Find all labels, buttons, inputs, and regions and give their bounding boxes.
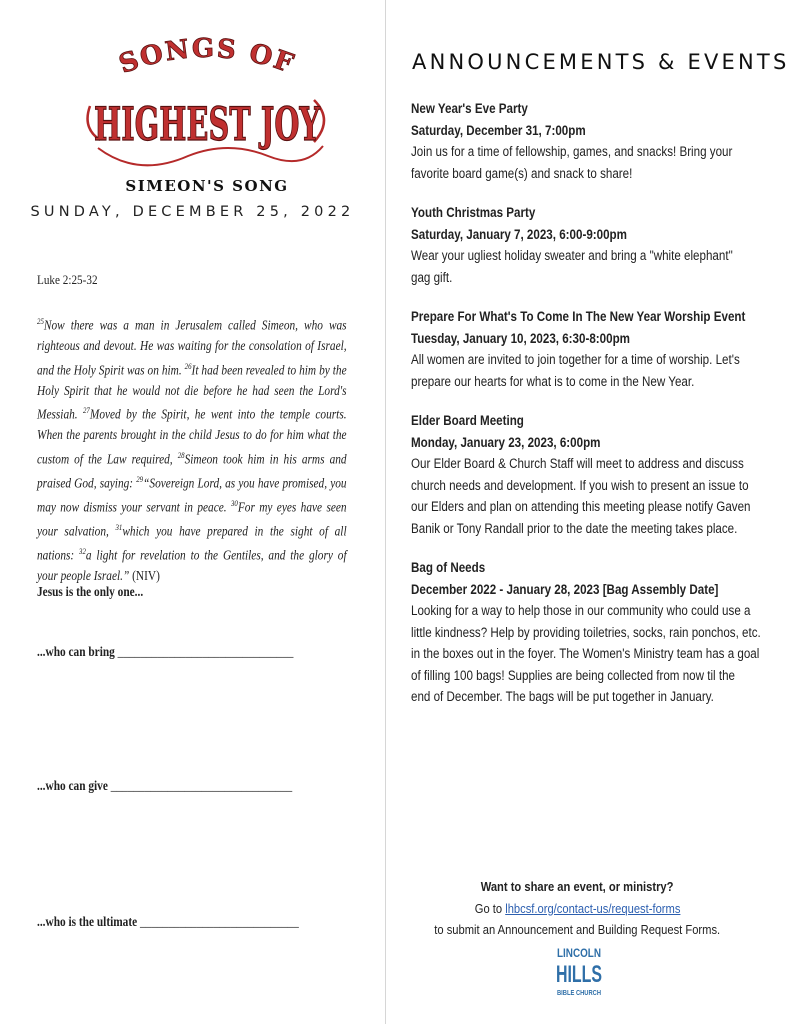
event-description-line: Looking for a way to help those in our community who could use a (411, 603, 751, 618)
share-question: Want to share an event, or ministry? (481, 879, 674, 894)
verse-number: 31 (115, 522, 123, 532)
event-title: Youth Christmas Party (411, 205, 536, 220)
scripture-reference: Luke 2:25-32 (37, 272, 98, 287)
church-logo-line1: LINCOLN (557, 946, 601, 960)
announcements-heading: ANNOUNCEMENTS & EVENTS (412, 50, 789, 74)
event-description-line: All women are invited to join together for a time of worship. Let's (411, 352, 740, 367)
event-description-line: our Elders and plan on attending this meeting please notify Gaven (411, 499, 751, 514)
fill-in-blank: _______________________________ (117, 644, 294, 659)
share-event-footer (385, 876, 770, 941)
sermon-panel (0, 0, 385, 1024)
verse-text: It had been revealed to him by the Holy Spirit that he would not die before he had seen the Lord's Messiah. (37, 361, 347, 422)
event-item (411, 306, 771, 392)
verse-text: Moved by the Spirit, he went into the temple courts. When the parents brought in the child Jesus to do for him what the custom of the Law required, (37, 406, 347, 467)
fill-in-prompt-give (37, 778, 292, 794)
event-item (411, 410, 771, 539)
event-description-line: Join us for a time of fellowship, games, and snacks! Bring your (411, 144, 733, 159)
fill-in-blank: ____________________________ (140, 914, 299, 929)
go-to-text: Go to (474, 900, 502, 916)
bible-version: (NIV) (132, 567, 160, 583)
scripture-passage (37, 312, 397, 586)
event-description-line: gag gift. (411, 269, 453, 285)
prompt-label: ...who can give (37, 778, 108, 793)
event-item (411, 557, 771, 708)
fill-in-prompt-bring (37, 644, 293, 660)
event-date: Saturday, December 31, 7:00pm (411, 122, 586, 138)
verse-number: 25 (37, 317, 44, 326)
event-title: New Year's Eve Party (411, 101, 528, 116)
event-title: Prepare For What's To Come In The New Year Worship Event (411, 309, 746, 324)
event-description-line: church needs and development. If you wish to present an issue to (411, 477, 749, 493)
prompt-label: ...who can bring (37, 644, 115, 659)
verse-text: For my eyes have seen your salvation, (37, 499, 347, 539)
verse-text: “Sovereign Lord, as you have promised, you may now dismiss your servant in peace. (37, 475, 347, 515)
event-description-line: favorite board game(s) and snack to share! (411, 165, 633, 181)
event-description-line: end of December. The bags will be put together in January. (411, 689, 714, 704)
event-date: Saturday, January 7, 2023, 6:00-9:00pm (411, 226, 627, 242)
events-list (411, 98, 771, 726)
prompt-label: ...who is the ultimate (37, 914, 138, 929)
fill-in-prompt-ultimate (37, 914, 299, 930)
event-description-line: Our Elder Board & Church Staff will meet to address and discuss (411, 456, 744, 471)
fill-in-blank: ________________________________ (110, 778, 293, 793)
verse-number: 32 (79, 546, 86, 556)
verse-number: 30 (230, 498, 238, 508)
event-description-line: prepare our hearts for what is to come in the New Year. (411, 373, 695, 389)
verse-number: 26 (184, 361, 192, 371)
verse-number: 28 (177, 450, 185, 460)
event-description-line: Wear your ugliest holiday sweater and bring a "white elephant" (411, 248, 733, 263)
event-description-line: little kindness? Help by providing toiletries, socks, rain ponchos, etc. (411, 624, 761, 640)
verse-number: 27 (82, 406, 90, 416)
event-description-line: of filling 100 bags! Supplies are being collected from now til the (411, 667, 735, 683)
songs-of-highest-joy-logo (78, 28, 336, 200)
event-description-line: in the boxes out in the foyer. The Women's Ministry team has a goal (411, 646, 760, 661)
announcements-panel (385, 0, 789, 1024)
lincoln-hills-bible-church-logo (555, 944, 603, 1000)
church-logo-line3: BIBLE CHURCH (557, 990, 601, 997)
song-name: SIMEON'S SONG (125, 177, 289, 195)
verse-text: which you have prepared in the sight of all nations: (37, 523, 347, 563)
verse-text: a light for revelation to the Gentiles, and the glory of your people Israel.” (37, 547, 347, 583)
logo-line2: HIGHEST JOY (94, 97, 321, 151)
event-date: Tuesday, January 10, 2023, 6:30-8:00pm (411, 330, 630, 346)
verse-number: 29 (136, 474, 144, 484)
event-description-line: Banik or Tony Randall prior to the date the meeting takes place. (411, 520, 738, 536)
footer-instruction: to submit an Announcement and Building Request Forms. (434, 922, 721, 937)
verse-text: Simeon took him in his arms and praised God, saying: (37, 451, 347, 491)
event-item (411, 98, 771, 184)
sermon-date: SUNDAY, DECEMBER 25, 2022 (30, 204, 355, 220)
church-logo-line2: HILLS (556, 961, 602, 988)
event-date: Monday, January 23, 2023, 6:00pm (411, 434, 601, 450)
scripture-text (37, 312, 347, 586)
notes-intro: Jesus is the only one... (37, 584, 144, 599)
event-title: Bag of Needs (411, 560, 486, 575)
verse-text: Now there was a man in Jerusalem called Simeon, who was righteous and devout. He was waiting for the consolation of Israel, and the Holy Spirit was on him. (37, 317, 347, 377)
event-item (411, 202, 771, 288)
logo-line1: SONGS OF (115, 33, 299, 81)
request-forms-link[interactable]: lhbcsf.org/contact-us/request-forms (505, 900, 681, 916)
event-date: December 2022 - January 28, 2023 [Bag Assembly Date] (411, 581, 719, 597)
event-title: Elder Board Meeting (411, 413, 524, 428)
svg-text:SONGS OF (115, 34, 299, 80)
